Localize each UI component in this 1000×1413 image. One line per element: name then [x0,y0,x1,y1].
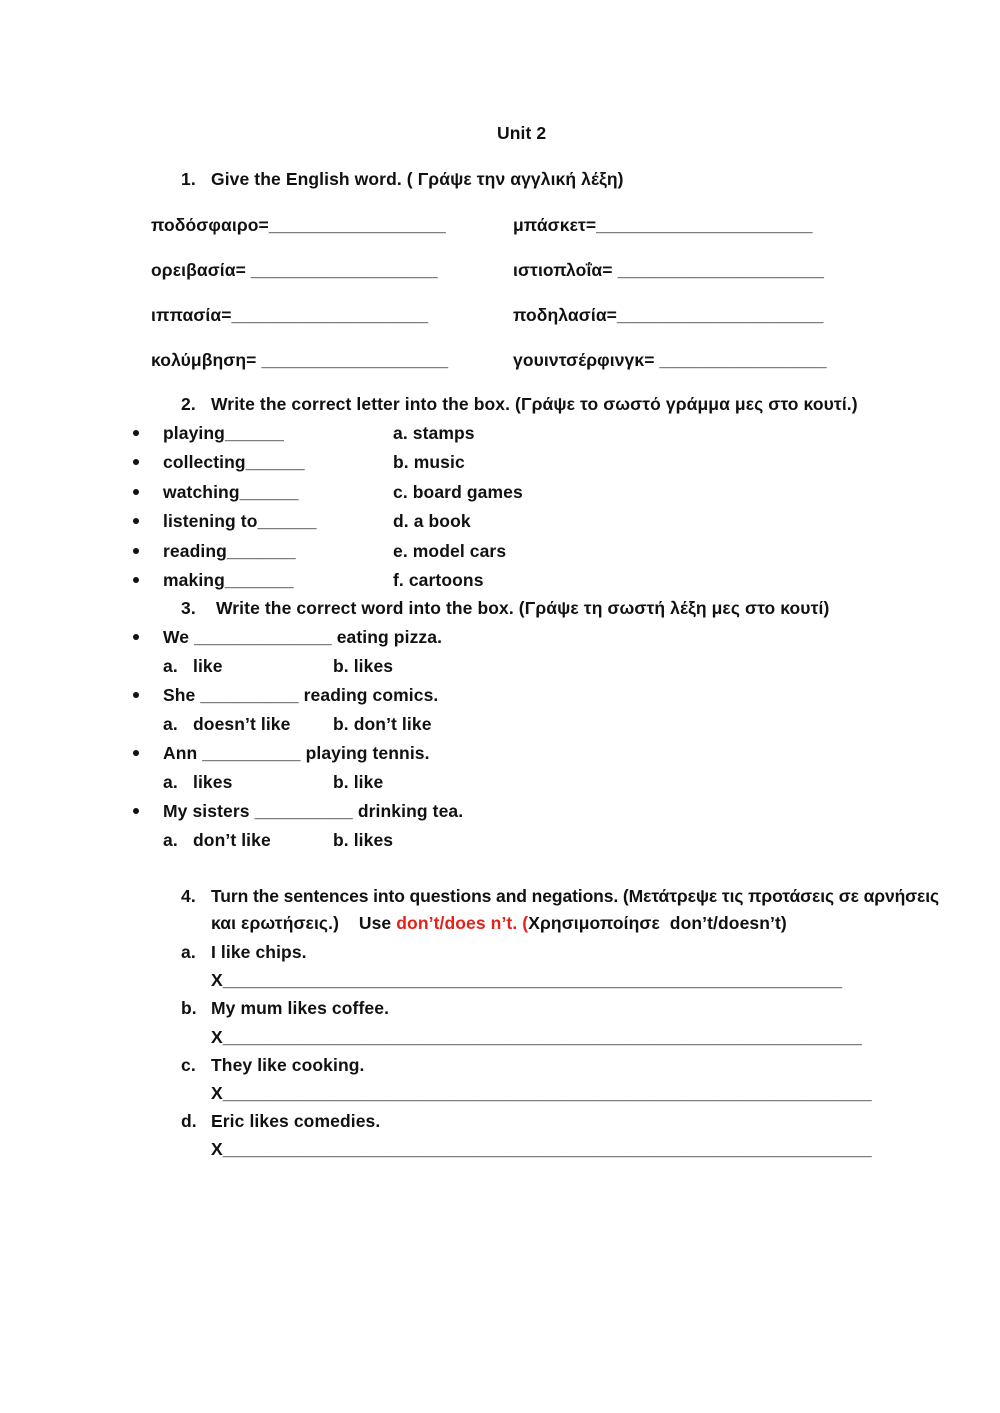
match-item[interactable]: reading_______ [163,541,296,561]
match-item[interactable]: watching______ [163,482,299,502]
bullet-icon [133,489,139,495]
section4-heading-end: Χρησιμοποίησε don’t/doesn’t) [528,913,787,933]
item-label: b. [181,998,197,1018]
bullet-icon [133,808,139,814]
match-item[interactable]: playing______ [163,423,284,443]
match-option: d. a book [393,511,471,531]
choice-a[interactable]: like [193,656,223,676]
choice-b[interactable]: b. likes [333,830,394,850]
fill-sentence[interactable]: She __________ reading comics. [163,685,439,705]
bullet-icon [133,459,139,465]
section4-heading-highlight: don’t/does n’t. ( [396,913,529,933]
answer-line[interactable]: X__________________________________________________________________ [211,1083,872,1103]
item-sentence: They like cooking. [211,1055,365,1075]
match-option: f. cartoons [393,570,484,590]
section2-number: 2. [181,394,196,414]
item-label: a. [181,942,196,962]
choice-b[interactable]: b. likes [333,656,394,676]
section3-number: 3. [181,598,196,618]
section4-heading-line2 [211,912,787,934]
item-sentence: My mum likes coffee. [211,998,390,1018]
vocab-item-horse-riding[interactable]: ιππασία=____________________ [151,305,429,325]
vocab-item-windsurfing[interactable]: γουιντσέρφινγκ= _________________ [513,350,827,370]
bullet-icon [133,634,139,640]
section1-number: 1. [181,169,196,189]
fill-sentence[interactable]: My sisters __________ drinking tea. [163,801,464,821]
match-option: a. stamps [393,423,475,443]
answer-line[interactable]: X_______________________________________________________________ [211,970,843,990]
section3-heading: Write the correct word into the box. (Γράψε τη σωστή λέξη μες στο κουτί) [211,598,830,618]
fill-sentence[interactable]: Ann __________ playing tennis. [163,743,430,763]
page-title: Unit 2 [497,123,547,143]
bullet-icon [133,548,139,554]
bullet-icon [133,577,139,583]
match-item[interactable]: collecting______ [163,452,305,472]
vocab-item-football[interactable]: ποδόσφαιρο=__________________ [151,215,446,235]
match-option: e. model cars [393,541,507,561]
bullet-icon [133,518,139,524]
vocab-item-sailing[interactable]: ιστιοπλοΐα= _____________________ [513,260,825,280]
match-option: b. music [393,452,465,472]
vocab-item-basketball[interactable]: μπάσκετ=______________________ [513,215,813,235]
choice-a-label: a. [163,830,178,850]
answer-line[interactable]: X__________________________________________________________________ [211,1139,872,1159]
choice-a[interactable]: likes [193,772,233,792]
section1-heading: Give the English word. ( Γράψε την αγγλική λέξη) [211,169,624,189]
fill-sentence[interactable]: We ______________ eating pizza. [163,627,443,647]
choice-a-label: a. [163,714,178,734]
bullet-icon [133,430,139,436]
section4-heading-line1: Turn the sentences into questions and negations. (Μετάτρεψε τις προτάσεις σε αρνήσεις [211,886,940,906]
choice-a-label: a. [163,772,178,792]
choice-b[interactable]: b. like [333,772,384,792]
match-option: c. board games [393,482,523,502]
choice-b[interactable]: b. don’t like [333,714,432,734]
answer-line[interactable]: X_________________________________________________________________ [211,1027,862,1047]
item-label: c. [181,1055,196,1075]
item-sentence: I like chips. [211,942,307,962]
vocab-item-climbing[interactable]: ορειβασία= ___________________ [151,260,438,280]
vocab-item-cycling[interactable]: ποδηλασία=_____________________ [513,305,824,325]
section4-number: 4. [181,886,196,906]
vocab-item-swimming[interactable]: κολύμβηση= ___________________ [151,350,449,370]
bullet-icon [133,692,139,698]
item-label: d. [181,1111,197,1131]
item-sentence: Eric likes comedies. [211,1111,381,1131]
choice-a[interactable]: doesn’t like [193,714,291,734]
section2-heading: Write the correct letter into the box. (Γράψε το σωστό γράμμα μες στο κουτί.) [211,394,858,414]
choice-a-label: a. [163,656,178,676]
bullet-icon [133,750,139,756]
match-item[interactable]: making_______ [163,570,294,590]
section4-heading-start: και ερωτήσεις.) Use [211,913,397,933]
match-item[interactable]: listening to______ [163,511,317,531]
choice-a[interactable]: don’t like [193,830,271,850]
